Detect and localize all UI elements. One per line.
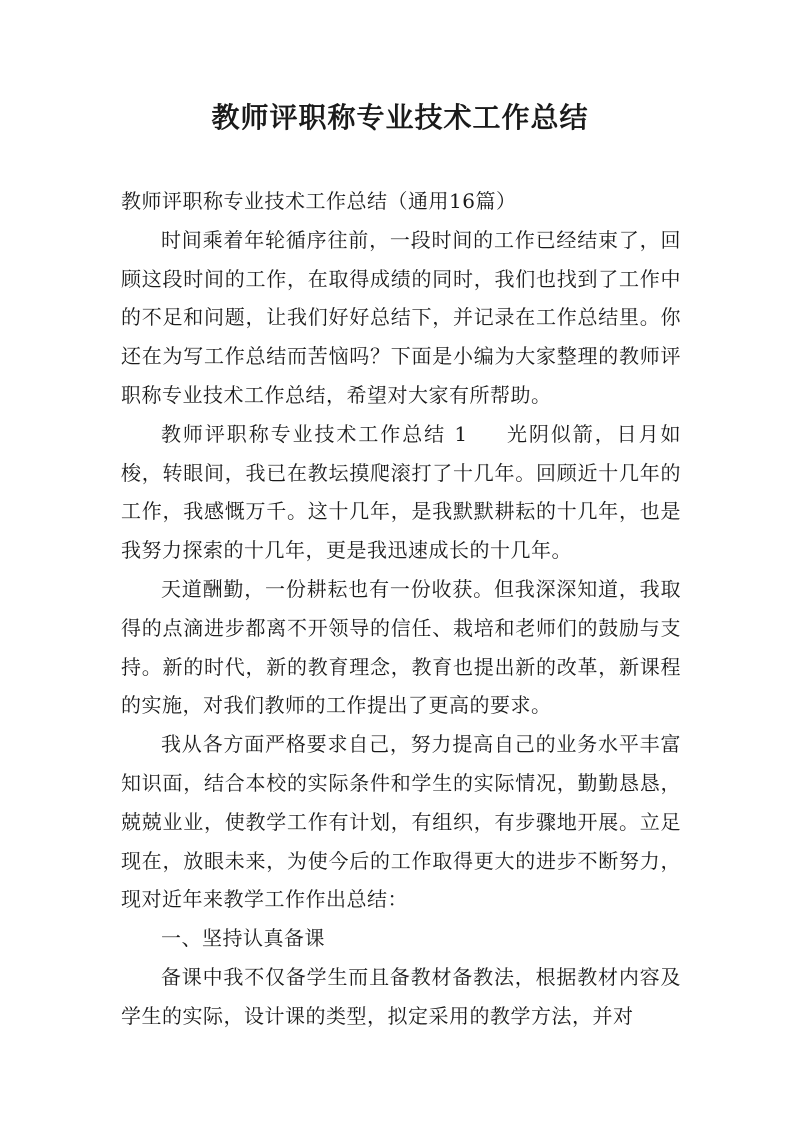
document-body <box>121 182 681 1036</box>
document-title: 教师评职称专业技术工作总结 <box>211 101 589 134</box>
document-subtitle: 教师评职称专业技术工作总结（通用16篇） <box>121 189 517 213</box>
point-1-heading: 一、坚持认真备课 <box>161 926 325 951</box>
intro-paragraph: 时间乘着年轮循序往前，一段时间的工作已经结束了，回顾这段时间的工作，在取得成绩的同时，我们也找到了工作中的不足和问题，让我们好好总结下，并记录在工作总结里。你还在为写工作总结而苦恼吗？下面是小编为大家整理的教师评职称专业技术工作总结，希望对大家有所帮助。 <box>121 227 681 407</box>
section-1-paragraph-2: 天道酬勤，一份耕耘也有一份收获。但我深深知道，我取得的点滴进步都离不开领导的信任、栽培和老师们的鼓励与支持。新的时代，新的教育理念，教育也提出新的改革，新课程的实施，对我们教师的工作提出了更高的要求。 <box>121 576 681 718</box>
section-1-paragraph-1: 光阴似箭，日月如梭，转眼间，我已在教坛摸爬滚打了十几年。回顾近十几年的工作，我感慨万千。这十几年，是我默默耕耘的十几年，也是我努力探索的十几年，更是我迅速成长的十几年。 <box>121 421 681 563</box>
section-1-opening <box>121 415 681 570</box>
point-1-paragraph: 备课中我不仅备学生而且备教材备教法，根据教材内容及学生的实际，设计课的类型，拟定采用的教学方法，并对 <box>121 964 681 1028</box>
section-1-heading: 教师评职称专业技术工作总结 1 <box>161 421 468 446</box>
section-1-paragraph-3: 我从各方面严格要求自己，努力提高自己的业务水平丰富知识面，结合本校的实际条件和学生的实际情况，勤勤恳恳，兢兢业业，使教学工作有计划，有组织，有步骤地开展。立足现在，放眼未来，为使今后的工作取得更大的进步不断努力，现对近年来教学工作作出总结： <box>121 732 681 912</box>
